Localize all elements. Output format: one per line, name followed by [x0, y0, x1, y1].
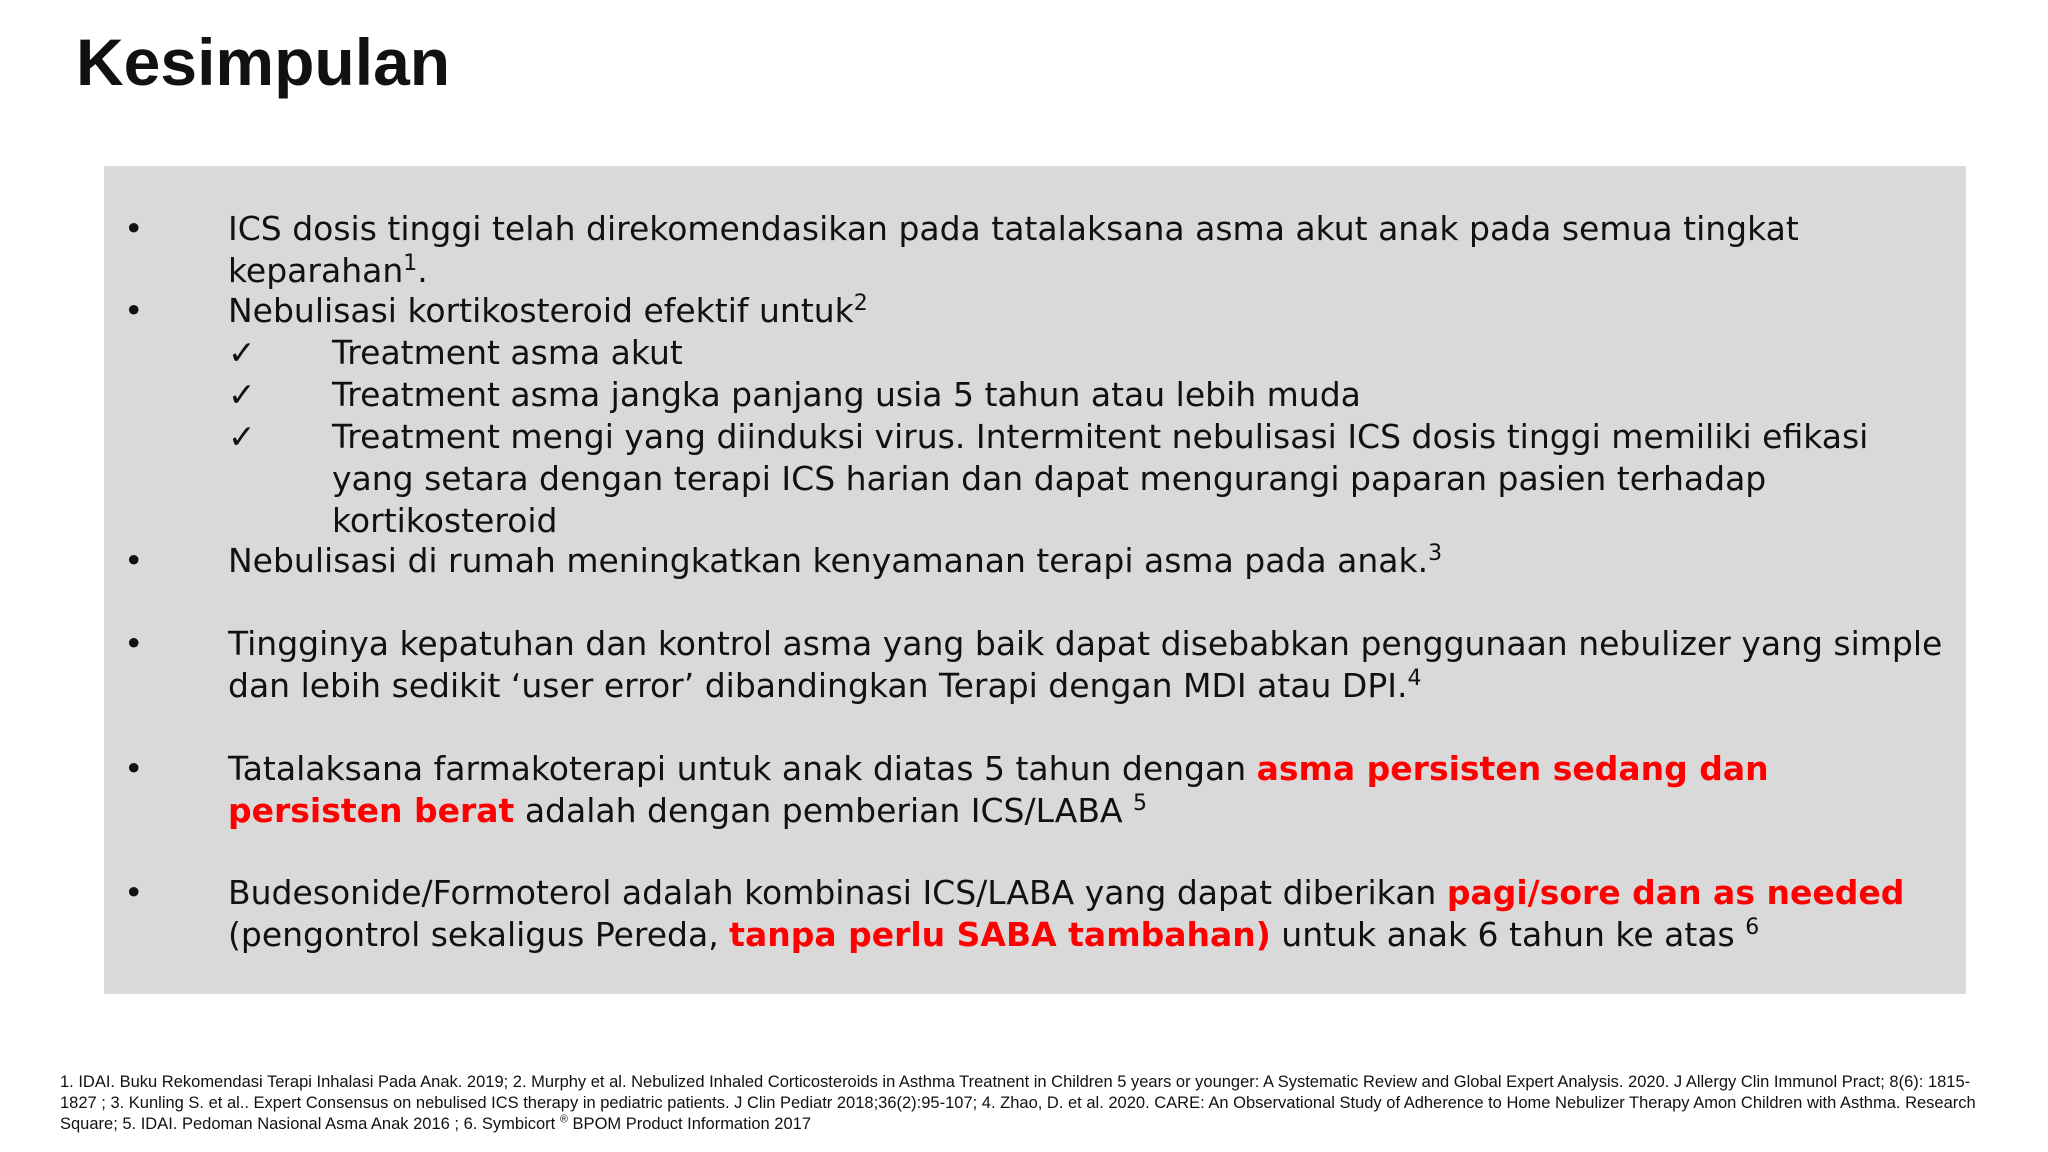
checkmark-icon: ✓ [228, 375, 256, 414]
bullet-dot: • [124, 291, 144, 330]
checklist-item: ✓ Treatment asma jangka panjang usia 5 tahun atau lebih muda [228, 375, 1361, 414]
checklist-item: ✓ Treatment mengi yang diinduksi virus. Intermitent nebulisasi ICS dosis tinggi memiliki efikasi yang setara dengan terapi ICS harian dan dapat mengurangi paparan pasien terhadap kortikosteroid [228, 417, 1869, 540]
checkmark-icon: ✓ [228, 333, 256, 372]
conclusion-panel [104, 166, 1966, 994]
page-title: Kesimpulan [76, 25, 451, 99]
checkmark-icon: ✓ [228, 417, 256, 456]
checklist-item: ✓ Treatment asma akut [228, 333, 683, 372]
bullet-dot: • [124, 873, 144, 912]
bullet-dot: • [124, 749, 144, 788]
bullet-dot: • [124, 624, 144, 663]
bullet-2-text: Nebulisasi kortikosteroid efektif untuk$^2$ [228, 291, 868, 330]
checklist [104, 332, 1966, 540]
bullet-6-text: Budesonide/Formoterol adalah kombinasi ICS/LABA yang dapat diberikan pagi/sore dan as needed (pengontrol sekaligus Pereda, tanpa perlu SABA tambahan) untuk anak 6 tahun ke atas $^6$ [228, 873, 1905, 954]
bullet-3-text: Nebulisasi di rumah meningkatkan kenyamanan terapi asma pada anak.$^3$ [228, 541, 1443, 580]
bullet-1-text: ICS dosis tinggi telah direkomendasikan pada tatalaksana asma akut anak pada semua tingkat keparahan$^1$. [228, 209, 1799, 290]
bullet-dot: • [124, 209, 144, 248]
highlight-text: pagi/sore dan as needed [1446, 873, 1905, 912]
bullet-4-text: Tingginya kepatuhan dan kontrol asma yang baik dapat disebabkan penggunaan nebulizer yang simple dan lebih sedikit ‘user error’ dibandingkan Terapi dengan MDI atau DPI.$^4$ [228, 624, 1943, 705]
bullet-dot: • [124, 541, 144, 580]
highlight-text: asma persisten sedang dan persisten berat [228, 749, 1769, 830]
bullet-5-text: Tatalaksana farmakoterapi untuk anak diatas 5 tahun dengan asma persisten sedang dan persisten berat adalah dengan pemberian ICS/LABA $^5$ [228, 749, 1769, 830]
references-footnote: 1. IDAI. Buku Rekomendasi Terapi Inhalasi Pada Anak. 2019; 2. Murphy et al. Nebulized Inhaled Corticosteroids in Asthma Treatnent in Children 5 years or younger: A Systematic Review and Global Expert Analysis. 2020. J Allergy Clin Immunol Pract; 8(6): 1815-1827 ; 3. Kunling S. et al.. Expert Consensus on nebulised ICS therapy in pediatric patients. J Clin Pediatr 2018;36(2):95-107; 4. Zhao, D. et al. 2020. CARE: An Observational Study of Adherence to Home Nebulizer Therapy Amon Children with Asthma. Research Square; 5. IDAI. Pedoman Nasional Asma Anak 2016 ; 6. Symbicort ® BPOM Product Information 2017 [60, 1073, 1976, 1133]
highlight-text: tanpa perlu SABA tambahan) [729, 915, 1271, 954]
